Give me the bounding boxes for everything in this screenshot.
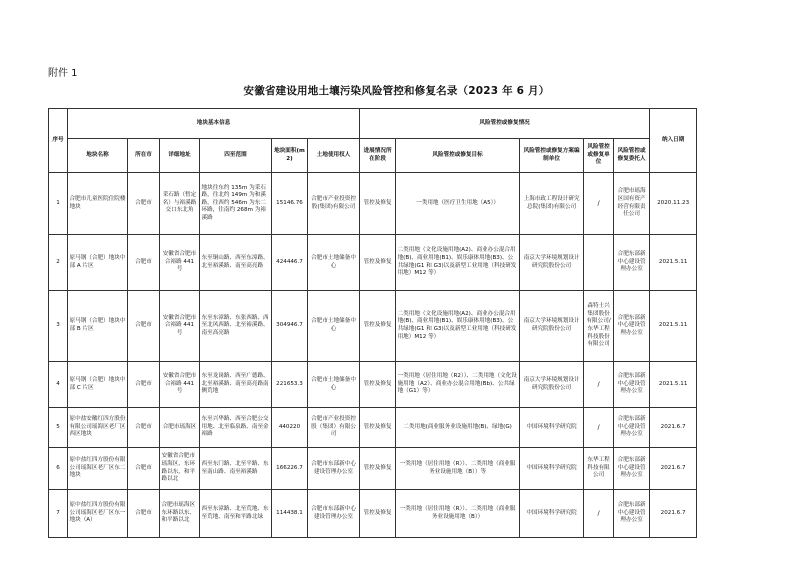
- cell-target: 二类用地（文化设施用地(A2)、商业办公混合用地(B)、商业用地(B1)、娱乐康体用地(B3)、公共绿地(G1 和 G3)以及新型工业用地（科技研发用地）M12 等）: [396, 291, 520, 362]
- cell-city: 合肥市: [128, 490, 160, 538]
- cell-planner: 南京大学环境规划设计研究院股份公司: [520, 362, 584, 408]
- cell-stage: 管控及修复: [360, 291, 396, 362]
- cell-planner: 中国环境科学研究院: [520, 490, 584, 538]
- table-row: [49, 291, 697, 362]
- cell-address: 安徽省合肥市瑶海区，东环路以东，和平路以北: [160, 448, 200, 490]
- header-risk-info: 风险管控或修复情况: [360, 109, 650, 139]
- cell-planner: 中国环境科学研究院: [520, 448, 584, 490]
- cell-date: 2021.6.7: [650, 448, 697, 490]
- header-col-name: 地块名称: [68, 139, 128, 173]
- cell-seq: 3: [49, 291, 68, 362]
- cell-date: 2021.6.7: [650, 490, 697, 538]
- cell-planner: 中国环境科学研究院: [520, 408, 584, 448]
- header-col-address: 详细地址: [160, 139, 200, 173]
- header-group-row: [49, 109, 697, 139]
- header-col-stage: 进展情况所在阶段: [360, 139, 396, 173]
- cell-city: 合肥市: [128, 408, 160, 448]
- cell-name: 原马钢（合肥）地块中部 C 片区: [68, 362, 128, 408]
- cell-contractor: /: [584, 490, 614, 538]
- cell-city: 合肥市: [128, 291, 160, 362]
- cell-owner: 合肥市土地储备中心: [308, 362, 360, 408]
- cell-client: 合肥东部新中心建设管理办公室: [614, 448, 650, 490]
- cell-bounds: 东至铜山路、西至东漳路、北至裕溪路、南至高亮路: [200, 235, 272, 291]
- cell-contractor: /: [584, 408, 614, 448]
- header-col-client: 风险管控或修复委托人: [614, 139, 650, 173]
- cell-stage: 管控及修复: [360, 490, 396, 538]
- remediation-list-table: [48, 108, 697, 538]
- cell-client: 合肥东部新中心建设管理办公室: [614, 362, 650, 408]
- cell-seq: 2: [49, 235, 68, 291]
- cell-address: 采石路（暂定名）与裕溪路交口东北角: [160, 173, 200, 235]
- table-row: [49, 173, 697, 235]
- cell-contractor: /: [584, 173, 614, 235]
- cell-owner: 合肥市东部新中心建设管理办公室: [308, 490, 360, 538]
- cell-bounds: 地块往东约 135m 为采石路，往北约 149m 为和溪路，往西约 546m 为东二环路，往南约 268m 为裕溪路: [200, 173, 272, 235]
- cell-owner: 合肥市土地储备中心: [308, 291, 360, 362]
- table-row: [49, 448, 697, 490]
- header-col-planner: 风险管控或修复方案编制单位: [520, 139, 584, 173]
- cell-target: 一类用地（居住用地（R））、二类用地（商业服务业设施用地（B））: [396, 490, 520, 538]
- document-title: 安徽省建设用地土壤污染风险管控和修复名录（2023 年 6 月）: [243, 85, 550, 97]
- cell-planner: 上海市政工程设计研究总院(集团)有限公司: [520, 173, 584, 235]
- cell-city: 合肥市: [128, 235, 160, 291]
- cell-seq: 5: [49, 408, 68, 448]
- cell-seq: 7: [49, 490, 68, 538]
- cell-target: 一类用地（居住用地（R））、二类用地（商业服务业设施用地（B））等: [396, 448, 520, 490]
- cell-owner: 合肥市东部新中心建设管理办公室: [308, 448, 360, 490]
- cell-bounds: 西至东漳路、北至荒地、东至荒地、南至和平路北绿: [200, 490, 272, 538]
- header-col-target: 风险管控或修复目标: [396, 139, 520, 173]
- cell-area: 15146.76: [272, 173, 308, 235]
- cell-target: 二类用地(商业服务业设施用地(B)、绿地(G): [396, 408, 520, 448]
- cell-area: 304946.7: [272, 291, 308, 362]
- table-row: [49, 490, 697, 538]
- header-col-bounds: 四至范围: [200, 139, 272, 173]
- cell-client: 合肥市瑶海区国有资产经营有限责任公司: [614, 173, 650, 235]
- table-row: [49, 408, 697, 448]
- cell-client: 合肥东部新中心建设管理办公室: [614, 291, 650, 362]
- cell-bounds: 东至龙岗路、西至广德路、北至裕溪路、南至高亮路南侧荒地: [200, 362, 272, 408]
- cell-contractor: [584, 235, 614, 291]
- cell-name: 原中盐红四方股份有限公司瑶海区老厂区东一地块（A）: [68, 490, 128, 538]
- cell-bounds: 东至东漳路、东张西路、西至北风西路、北至裕溪路、南至高亮路: [200, 291, 272, 362]
- table-row: [49, 362, 697, 408]
- cell-name: 合肥市儿童医院住院楼地块: [68, 173, 128, 235]
- cell-contractor: /: [584, 362, 614, 408]
- cell-stage: 管控及修复: [360, 448, 396, 490]
- cell-bounds: 西至东门路、北至平路、东至南山路、南至裕溪路: [200, 448, 272, 490]
- cell-owner: 合肥市产业投资控股（集团）有限公司: [308, 408, 360, 448]
- cell-stage: 管控及修复: [360, 235, 396, 291]
- cell-city: 合肥市: [128, 173, 160, 235]
- cell-city: 合肥市: [128, 362, 160, 408]
- cell-date: 2021.5.11: [650, 291, 697, 362]
- cell-seq: 1: [49, 173, 68, 235]
- cell-address: 合肥市瑶海区东环路以东、和平路以北: [160, 490, 200, 538]
- header-col-owner: 土地使用权人: [308, 139, 360, 173]
- header-seq: 序号: [49, 109, 68, 173]
- cell-name: 原中盐安徽红四方股份有限公司瑶海区老厂区西区地块: [68, 408, 128, 448]
- cell-date: 2020.11.23: [650, 173, 697, 235]
- cell-area: 424446.7: [272, 235, 308, 291]
- cell-owner: 合肥市产业投资控股(集团)有限公司: [308, 173, 360, 235]
- cell-owner: 合肥市土地储备中心: [308, 235, 360, 291]
- cell-stage: 管控及修复: [360, 362, 396, 408]
- cell-seq: 4: [49, 362, 68, 408]
- cell-area: 114438.1: [272, 490, 308, 538]
- cell-target: 一类用地（居住用地（R2））、二类用地（文化设施用地（A2）、商业办公混合用地(Bb)、公共绿地（G1）等）: [396, 362, 520, 408]
- annex-label: 附件 1: [48, 68, 78, 79]
- cell-address: 安徽省合肥市合裕路 441 号: [160, 362, 200, 408]
- cell-date: 2021.5.11: [650, 235, 697, 291]
- cell-contractor: 森特士兴集团股份有限公司/东华工程科技股份有限公司: [584, 291, 614, 362]
- header-basic-info: 地块基本信息: [68, 109, 360, 139]
- cell-client: 合肥东部新中心建设管理办公室: [614, 490, 650, 538]
- cell-name: 原马钢（合肥）地块中部 B 片区: [68, 291, 128, 362]
- cell-date: 2021.5.11: [650, 362, 697, 408]
- header-col-city: 所在市: [128, 139, 160, 173]
- cell-stage: 管控及修复: [360, 173, 396, 235]
- cell-area: 440220: [272, 408, 308, 448]
- cell-planner: 南京大学环境规划设计研究院股份公司: [520, 291, 584, 362]
- cell-seq: 6: [49, 448, 68, 490]
- cell-area: 166226.7: [272, 448, 308, 490]
- cell-stage: 管控及修复: [360, 408, 396, 448]
- cell-bounds: 东至兴华路、西至合肥公交用地、北至临泉路、南至金裕路: [200, 408, 272, 448]
- cell-city: 合肥市: [128, 448, 160, 490]
- table-row: [49, 235, 697, 291]
- cell-date: 2021.6.7: [650, 408, 697, 448]
- cell-client: 合肥东部新中心建设管理办公室: [614, 235, 650, 291]
- cell-area: 221653.3: [272, 362, 308, 408]
- cell-name: 原中盐红四方股份有限公司瑶海区老厂区东二地块: [68, 448, 128, 490]
- cell-planner: 南京大学环境规划设计研究院股份公司: [520, 235, 584, 291]
- header-column-row: [49, 139, 697, 173]
- cell-contractor: 东华工程科技有限公司: [584, 448, 614, 490]
- header-col-contractor: 风险管控或修复单位: [584, 139, 614, 173]
- header-col-area: 地块面积(m2): [272, 139, 308, 173]
- cell-client: 合肥东部新中心建设管理办公室: [614, 408, 650, 448]
- cell-address: 安徽省合肥市合裕路 441 号: [160, 291, 200, 362]
- cell-address: 安徽省合肥市合裕路 441 号: [160, 235, 200, 291]
- header-date: 纳入日期: [650, 109, 697, 173]
- cell-target: 一类用地（医疗卫生用地（A5））: [396, 173, 520, 235]
- cell-target: 二类用地（文化设施用地(A2)、商业办公混合用地(B)、商业用地(B1)、娱乐康体用地(B3)、公共绿地(G1 和 G3)以及新型工业用地（科技研发用地）M12 等）: [396, 235, 520, 291]
- cell-name: 原马钢（合肥）地块中部 A 片区: [68, 235, 128, 291]
- cell-address: 合肥市瑶海区: [160, 408, 200, 448]
